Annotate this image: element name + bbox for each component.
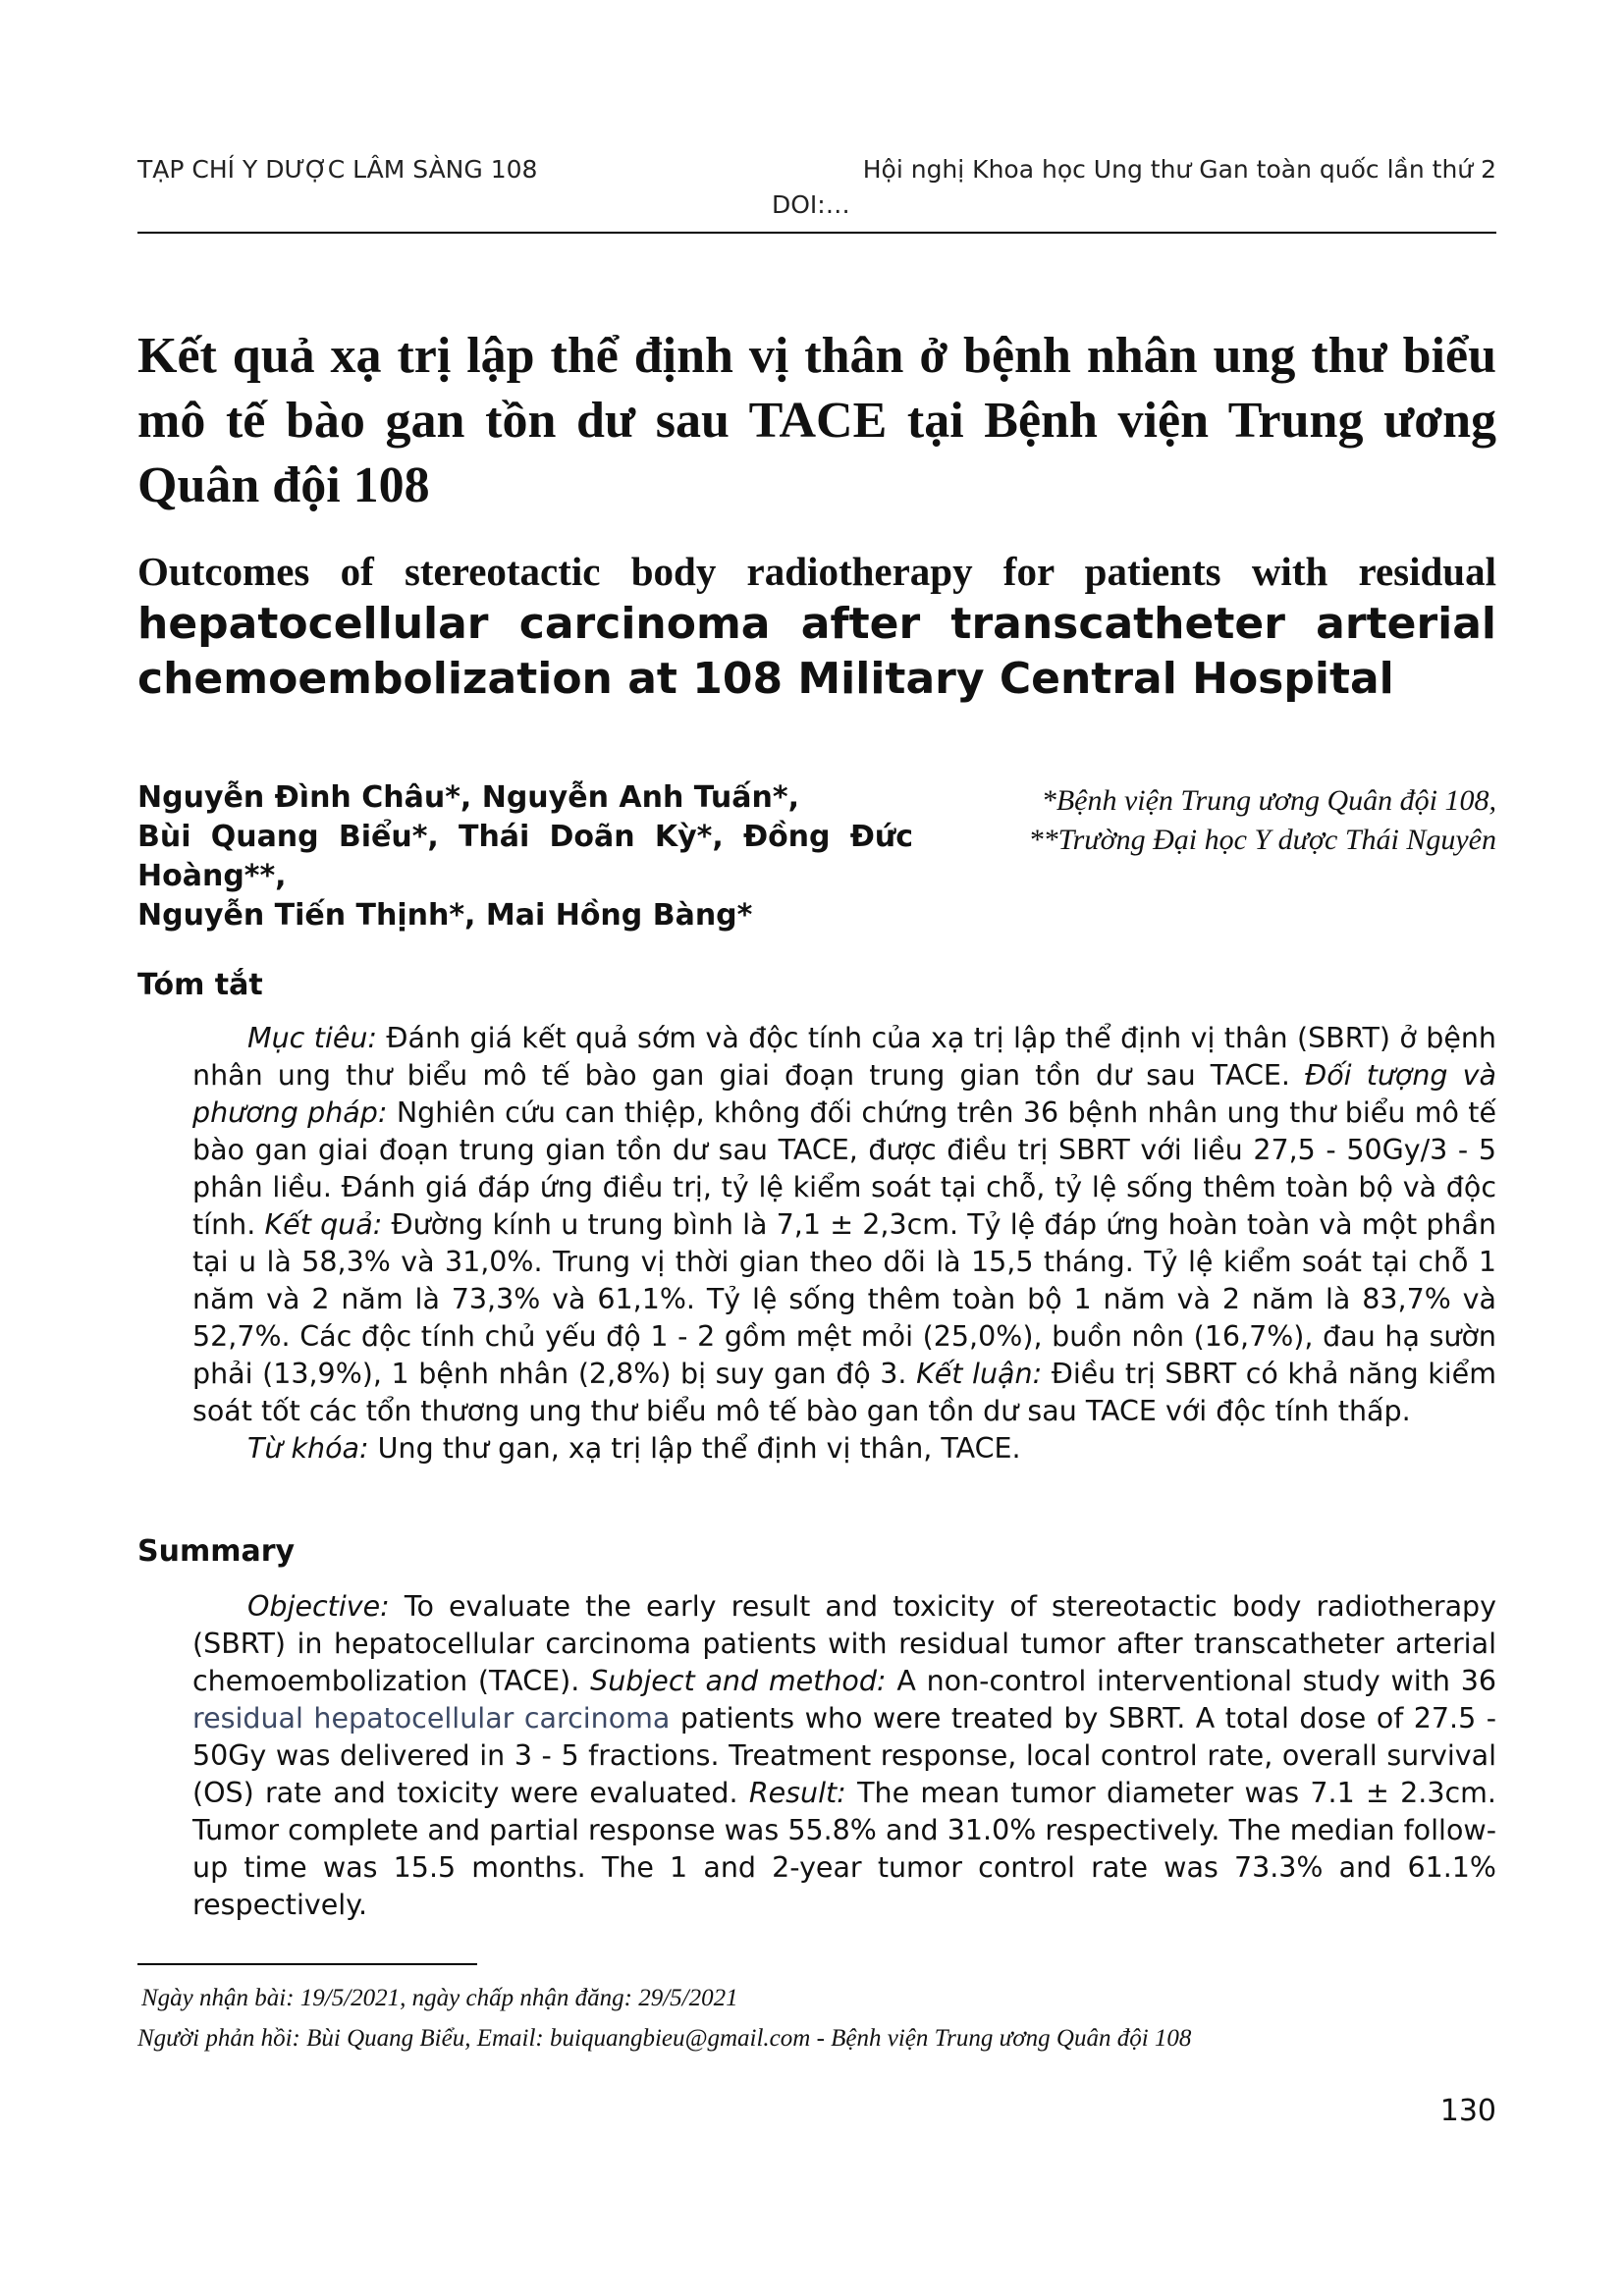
title-english-rest: hepatocellular carcinoma after transcatheter arterial chemoembolization at 108 Military Central Hospital [137,599,1496,704]
header-divider [137,232,1496,234]
label-result-vi: Kết quả: [264,1208,383,1241]
author-line: Hoàng**, [137,859,287,893]
text-keywords-vi: Ung thư gan, xạ trị lập thể định vị thân, TACE. [368,1432,1021,1465]
label-method-vi: Đối tượng và phương pháp: [192,1059,1497,1129]
article-page [137,0,1496,2296]
page-number: 130 [1439,2094,1496,2128]
keywords-vi [192,1430,1496,1468]
author-line: Nguyễn Đình Châu*, Nguyễn Anh Tuấn*, [137,780,799,815]
title-english-line1: Outcomes of stereotactic body radiotherapy for patients with residual [137,549,1496,594]
label-objective-vi: Mục tiêu: [247,1022,378,1054]
journal-name: TẠP CHÍ Y DƯỢC LÂM SÀNG 108 [137,155,538,184]
text-result-vi: Đường kính u trung bình là 7,1 ± 2,3cm. Tỷ lệ đáp ứng hoàn toàn và một phần tại u là 58,3% và 31,0%. Trung vị thời gian theo dõi là 15,5 tháng. Tỷ lệ kiểm soát tại chỗ 1 năm và 2 năm là 73,3% và 61,1%. Tỷ lệ sống thêm toàn bộ 1 năm và 2 năm là 83,7% và 52,7%. Các độc tính chủ yếu độ 1 - 2 gồm mệt mỏi (25,0%), buồn nôn (16,7%), đau hạ sườn phải (13,9%), 1 bệnh nhân (2,8%) bị suy gan độ 3. [192,1208,1496,1390]
text-objective-en: To evaluate the early result and toxicity of stereotactic body radiotherapy (SBRT) in hepatocellular carcinoma patients with residual tumor after transcatheter arterial chemoembolization (TACE). [192,1590,1496,1697]
abstract-en-body [192,1588,1496,1924]
label-objective-en: Objective: [247,1590,390,1623]
author-list [137,778,923,935]
label-keywords-vi: Từ khóa: [247,1432,369,1465]
footnote-reviewer: Người phản hồi: Bùi Quang Biểu, Email: buiquangbieu@gmail.com - Bệnh viện Trung ương Quân đội 108 [137,2025,1192,2052]
abstract-vi-heading: Tóm tắt [137,968,263,1002]
abstract-en [192,1588,1496,1924]
running-header [137,155,1496,234]
abstract-vi [192,1020,1496,1468]
text-method-en: A non-control interventional study with 36 [886,1665,1496,1697]
label-conclusion-vi: Kết luận: [916,1358,1043,1390]
abstract-vi-body [192,1020,1496,1430]
abstract-en-heading: Summary [137,1534,296,1569]
title-vietnamese: Kết quả xạ trị lập thể định vị thân ở bệnh nhân ung thư biểu mô tế bào gan tồn dư sau TACE tại Bệnh viện Trung ương Quân đội 108 [137,328,1496,513]
text-conclusion-vi: Điều trị SBRT có khả năng kiểm soát tốt các tổn thương ung thư biểu mô tế bào gan tồn dư sau TACE với độc tính thấp. [192,1358,1496,1427]
label-result-en: Result: [748,1777,846,1809]
doi: DOI:… [772,190,850,219]
text-method-vi: Nghiên cứu can thiệp, không đối chứng trên 36 bệnh nhân ung thư biểu mô tế bào gan giai đoạn trung gian tồn dư sau TACE, được điều trị SBRT với liều 27,5 - 50Gy/3 - 5 phân liều. Đánh giá đáp ứng điều trị, tỷ lệ kiểm soát tại chỗ, tỷ lệ sống thêm toàn bộ và độc tính. [192,1096,1496,1241]
footnote-received: Ngày nhận bài: 19/5/2021, ngày chấp nhận đăng: 29/5/2021 [141,1985,738,2011]
affiliation: **Trường Đại học Y dược Thái Nguyên [1028,824,1496,856]
text-method-en-cont: patients who were treated by SBRT. A total dose of 27.5 - 50Gy was delivered in 3 - 5 fractions. Treatment response, local control rate, overall survival (OS) rate and toxicity were evaluated. [192,1702,1496,1809]
conference-name: Hội nghị Khoa học Ung thư Gan toàn quốc lần thứ 2 [862,155,1496,184]
author-line: Nguyễn Tiến Thịnh*, Mai Hồng Bàng* [137,898,753,933]
affiliations [947,781,1496,860]
text-result-en: The mean tumor diameter was 7.1 ± 2.3cm. Tumor complete and partial response was 55.8% and 31.0% respectively. The median follow-up time was 15.5 months. The 1 and 2-year tumor control rate was 73.3% and 61.1% respectively. [192,1777,1496,1921]
label-method-en: Subject and method: [590,1665,887,1697]
footnote-divider [137,1963,477,1965]
affiliation: *Bệnh viện Trung ương Quân đội 108, [1041,784,1496,817]
author-line: Bùi Quang Biểu*, Thái Doãn Kỳ*, Đồng Đức [137,820,913,854]
text-method-en-highlight: residual hepatocellular carcinoma [192,1702,671,1735]
text-objective-vi: Đánh giá kết quả sớm và độc tính của xạ trị lập thể định vị thân (SBRT) ở bệnh nhân ung thư biểu mô tế bào gan giai đoạn trung gian tồn dư sau TACE. [192,1022,1496,1092]
